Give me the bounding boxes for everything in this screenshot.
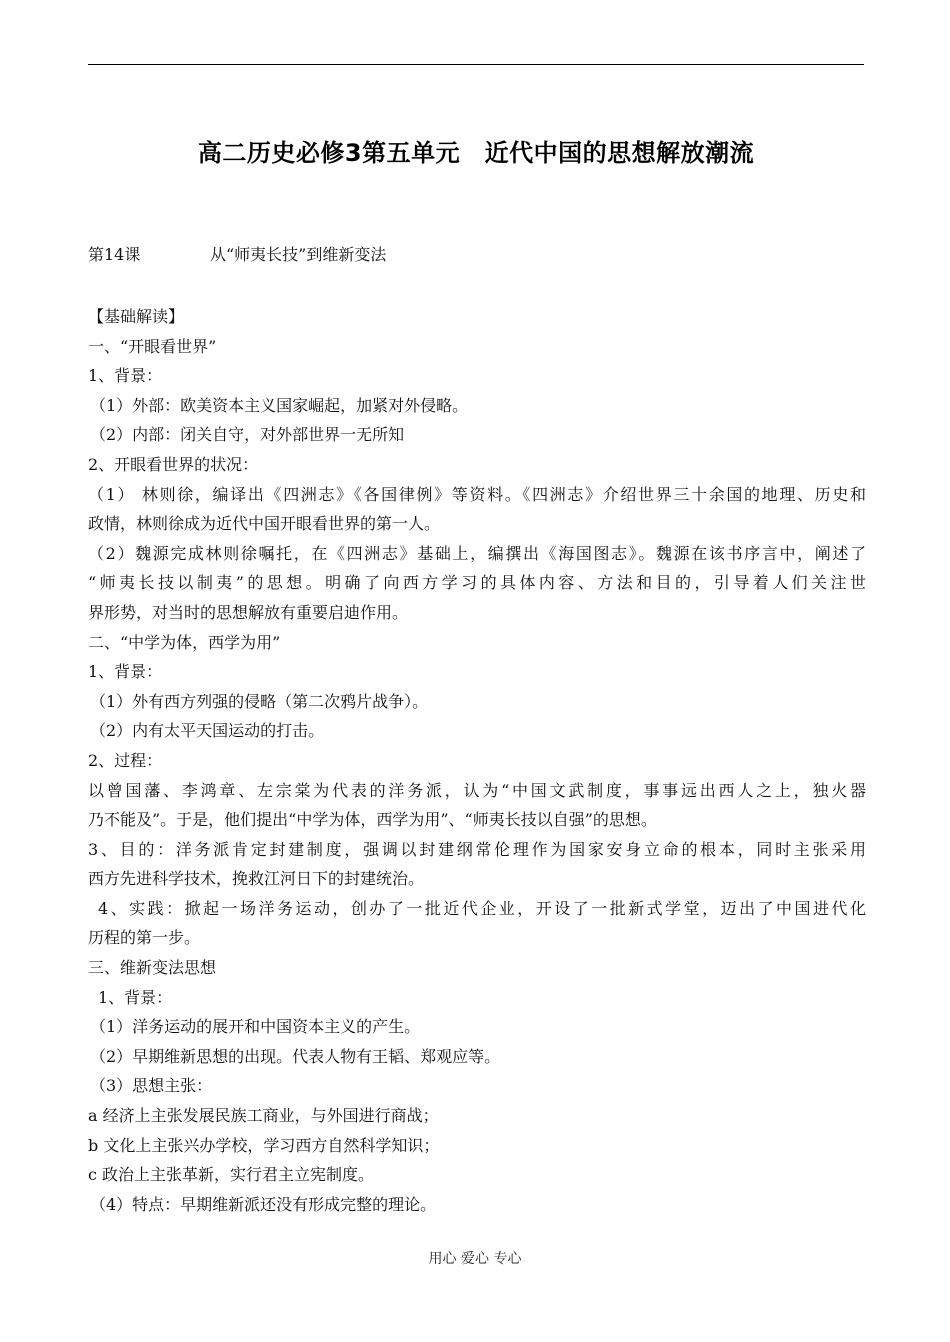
paragraph-line: （4）特点：早期维新派还没有形成完整的理论。	[90, 1194, 437, 1214]
paragraph-line: （3）思想主张：	[90, 1076, 213, 1096]
paragraph-line: 界形势，对当时的思想解放有重要启迪作用。	[88, 602, 409, 622]
paragraph-line: （1）外有西方列强的侵略（第二次鸦片战争）。	[90, 691, 429, 711]
lesson-name: 从“师夷长技”到维新变法	[210, 245, 387, 264]
paragraph-line: 以曾国藩、李鸿章、左宗棠为代表的洋务派，认为“中国文武制度，事事远出西人之上，独火器	[88, 780, 866, 800]
paragraph-line: （1）洋务运动的展开和中国资本主义的产生。	[90, 1017, 421, 1037]
list-item: c 政治上主张革新，实行君主立宪制度。	[88, 1165, 375, 1185]
page-footer: 用心 爱心 专心	[428, 1251, 522, 1267]
lesson-number: 第14课	[88, 245, 141, 264]
section-heading-2: 二、“中学为体，西学为用”	[88, 632, 281, 652]
list-item: b 文化上主张兴办学校，学习西方自然科学知识；	[88, 1135, 440, 1155]
section-heading-3: 三、维新变法思想	[88, 958, 217, 978]
list-item: a 经济上主张发展民族工商业，与外国进行商战；	[88, 1106, 439, 1126]
subheading: 1、背景：	[88, 662, 163, 682]
subheading: 2、过程：	[88, 750, 163, 770]
document-title: 高二历史必修3第五单元 近代中国的思想解放潮流	[197, 139, 755, 167]
paragraph-line: （2）魏源完成林则徐嘱托，在《四洲志》基础上，编撰出《海国图志》。魏源在该书序言中，阐述了	[88, 543, 866, 563]
paragraph-line: 4、实践：掀起一场洋务运动，创办了一批近代企业，开设了一批新式学堂，迈出了中国进代化	[98, 898, 866, 918]
lesson-heading	[88, 242, 386, 265]
section-heading-1: 一、“开眼看世界”	[88, 336, 217, 356]
paragraph-line: （2）内有太平天国运动的打击。	[90, 721, 325, 741]
subheading: 2、开眼看世界的状况：	[88, 454, 259, 474]
section-label: 【基础解读】	[88, 307, 185, 326]
document-body	[88, 302, 866, 1219]
paragraph-line: 3、目的：洋务派肯定封建制度，强调以封建纲常伦理作为国家安身立命的根本，同时主张采用	[88, 839, 866, 859]
subheading: 1、背景：	[98, 987, 173, 1007]
paragraph-line: （1）外部：欧美资本主义国家崛起，加紧对外侵略。	[90, 395, 469, 415]
paragraph-line: 西方先进科学技术，挽救江河日下的封建统治。	[88, 869, 425, 889]
header-rule	[88, 64, 864, 65]
paragraph-line: “师夷长技以制夷”的思想。明确了向西方学习的具体内容、方法和目的，引导着人们关注世	[88, 573, 866, 593]
paragraph-line: （2）内部：闭关自守，对外部世界一无所知	[90, 425, 405, 445]
paragraph-line: 乃不能及”。于是，他们提出“中学为体，西学为用”、“师夷长技以自强”的思想。	[88, 810, 657, 830]
paragraph-line: （2）早期维新思想的出现。代表人物有王韬、郑观应等。	[90, 1046, 501, 1066]
paragraph-line: 历程的第一步。	[88, 928, 201, 948]
paragraph-line: （1） 林则徐，编译出《四洲志》《各国律例》等资料。《四洲志》介绍世界三十余国的地理、历史和	[88, 484, 866, 504]
subheading: 1、背景：	[88, 366, 163, 386]
paragraph-line: 政情，林则徐成为近代中国开眼看世界的第一人。	[88, 514, 441, 534]
